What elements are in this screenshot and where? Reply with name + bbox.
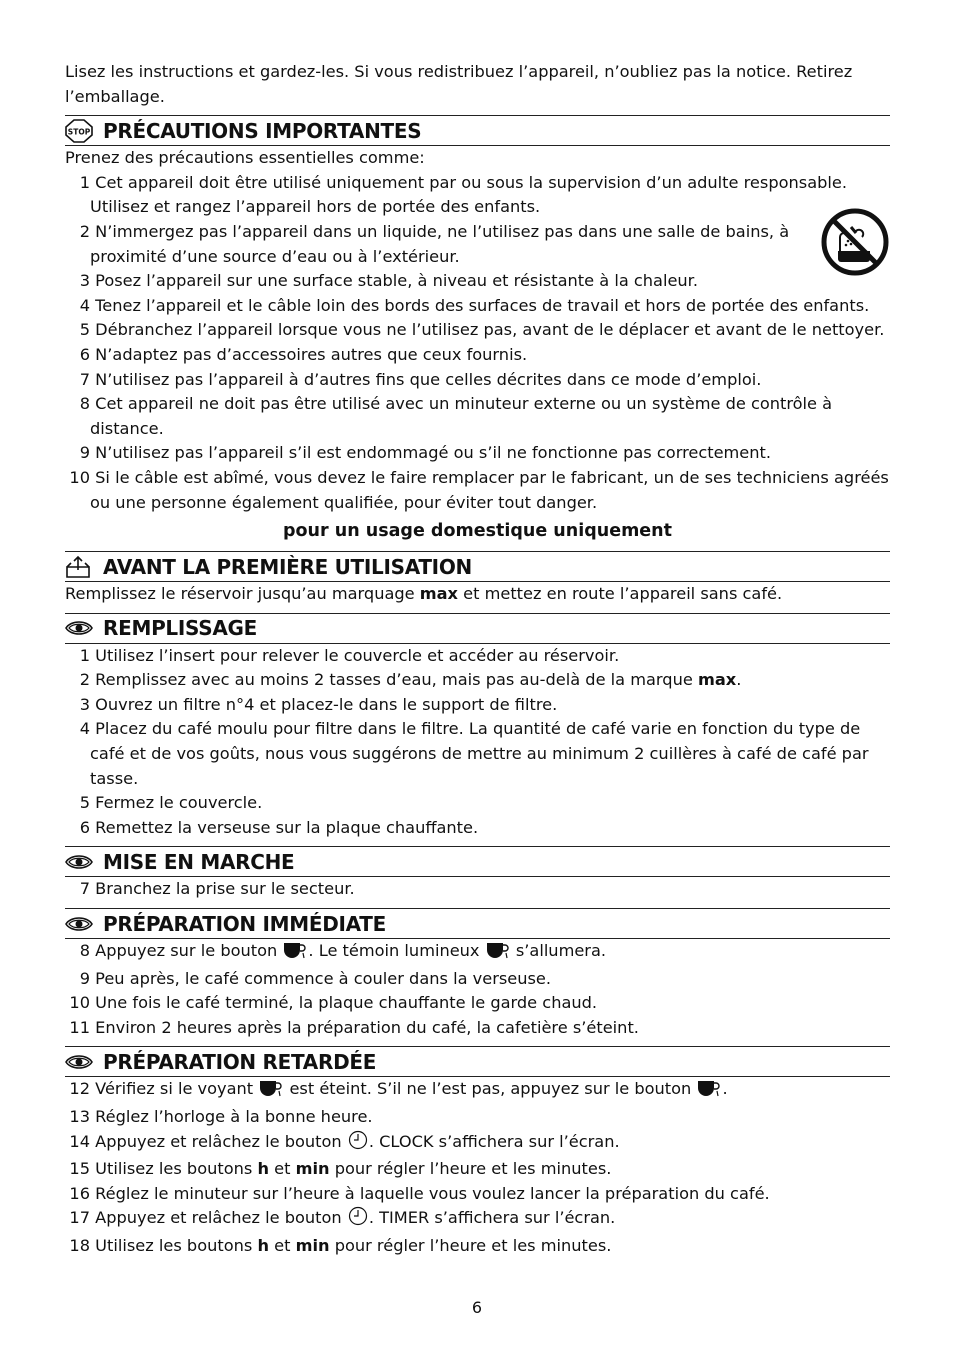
list-item: 13 Réglez l’horloge à la bonne heure. bbox=[69, 1107, 373, 1126]
list-item: 7 N’utilisez pas l’appareil à d’autres fins que celles décrites dans ce mode d’emploi. bbox=[79, 369, 762, 389]
list-item: 1 Cet appareil doit être utilisé uniquement par ou sous la supervision d’un adulte responsable. Utilisez et rangez l’appareil hors de portée des enfants. bbox=[79, 172, 847, 217]
list-item: 4 Placez du café moulu pour filtre dans le filtre. La quantité de café varie en fonction du type de café et de vos goûts, nous vous suggérons de mettre au minimum 2 cuillères à café de café par tasse. bbox=[79, 719, 869, 788]
filling-list bbox=[65, 644, 890, 841]
list-item: 12 Vérifiez si le voyant est éteint. S’il ne l’est pas, appuyez sur le bouton . bbox=[65, 1077, 890, 1105]
list-item: 3 Ouvrez un filtre n°4 et placez-le dans le support de filtre. bbox=[79, 694, 558, 714]
eye-icon bbox=[65, 912, 93, 936]
unpack-box-icon bbox=[65, 555, 93, 579]
immediate-list bbox=[65, 939, 890, 1040]
stop-sign-label: STOP bbox=[67, 127, 91, 137]
coffee-cup-icon bbox=[486, 941, 510, 967]
list-item: 8 Appuyez sur le bouton . Le témoin lumineux s’allumera. bbox=[65, 939, 890, 967]
precautions-lead: Prenez des précautions essentielles comme: bbox=[65, 148, 425, 168]
list-item: 4 Tenez l’appareil et le câble loin des bords des surfaces de travail et hors de portée des enfants. bbox=[79, 295, 870, 315]
list-item: 6 N’adaptez pas d’accessoires autres que ceux fournis. bbox=[79, 344, 528, 364]
eye-icon bbox=[65, 1050, 93, 1074]
list-item: 16 Réglez le minuteur sur l’heure à laquelle vous voulez lancer la préparation du café. bbox=[69, 1183, 770, 1203]
page-number: 6 bbox=[471, 1298, 483, 1317]
delayed-list bbox=[65, 1077, 890, 1258]
list-item: 9 N’utilisez pas l’appareil s’il est endommagé ou s’il ne fonctionne pas correctement. bbox=[79, 443, 772, 463]
list-item: 18 Utilisez les boutons h et min pour régler l’heure et les minutes. bbox=[69, 1235, 612, 1255]
clock-icon bbox=[348, 1206, 368, 1234]
list-item: 5 Débranchez l’appareil lorsque vous ne l’utilisez pas, avant de le déplacer et avant de le nettoyer. bbox=[79, 320, 885, 340]
precautions-list bbox=[65, 171, 890, 515]
section-header-immediate bbox=[65, 908, 890, 939]
list-item: 2 Remplissez avec au moins 2 tasses d’eau, mais pas au-delà de la marque max. bbox=[79, 670, 742, 690]
section-title-start: MISE EN MARCHE bbox=[103, 849, 295, 874]
page-content bbox=[65, 60, 890, 1259]
list-item: 6 Remettez la verseuse sur la plaque chauffante. bbox=[79, 817, 479, 837]
list-item: 7 Branchez la prise sur le secteur. bbox=[79, 879, 355, 899]
section-title-first-use: AVANT LA PREMIÈRE UTILISATION bbox=[103, 554, 472, 579]
eye-icon bbox=[65, 850, 93, 874]
section-header-start bbox=[65, 846, 890, 877]
section-title-precautions: PRÉCAUTIONS IMPORTANTES bbox=[103, 118, 422, 143]
section-header-first-use bbox=[65, 551, 890, 582]
list-item: 14 Appuyez et relâchez le bouton . CLOCK s’affichera sur l’écran. bbox=[65, 1130, 890, 1158]
list-item: 5 Fermez le couvercle. bbox=[79, 793, 263, 813]
domestic-use-note: pour un usage domestique uniquement bbox=[283, 521, 672, 542]
section-header-delayed bbox=[65, 1046, 890, 1077]
start-list bbox=[65, 877, 890, 902]
clock-icon bbox=[348, 1130, 368, 1158]
section-title-delayed: PRÉPARATION RETARDÉE bbox=[103, 1049, 377, 1074]
list-item: 8 Cet appareil ne doit pas être utilisé avec un minuteur externe ou un système de contrôle à distance. bbox=[79, 394, 833, 438]
list-item: 10 Une fois le café terminé, la plaque chauffante le garde chaud. bbox=[69, 993, 598, 1013]
coffee-cup-icon bbox=[259, 1079, 283, 1105]
list-item: 1 Utilisez l’insert pour relever le couvercle et accéder au réservoir. bbox=[79, 645, 620, 665]
coffee-cup-icon bbox=[283, 941, 307, 967]
list-item: 9 Peu après, le café commence à couler dans la verseuse. bbox=[79, 968, 552, 988]
first-use-text: Remplissez le réservoir jusqu’au marquage max et mettez en route l’appareil sans café. bbox=[65, 584, 783, 604]
intro-text: Lisez les instructions et gardez-les. Si vous redistribuez l’appareil, n’oubliez pas la notice. Retirez l’emballage. bbox=[65, 62, 853, 106]
section-header-filling bbox=[65, 613, 890, 644]
stop-sign-icon bbox=[65, 119, 93, 143]
section-title-filling: REMPLISSAGE bbox=[103, 616, 257, 641]
coffee-cup-icon bbox=[697, 1079, 721, 1105]
list-item: 17 Appuyez et relâchez le bouton . TIMER s’affichera sur l’écran. bbox=[65, 1206, 890, 1234]
list-item: 15 Utilisez les boutons h et min pour régler l’heure et les minutes. bbox=[69, 1159, 612, 1179]
section-title-immediate: PRÉPARATION IMMÉDIATE bbox=[103, 911, 387, 936]
list-item: 11 Environ 2 heures après la préparation du café, la cafetière s’éteint. bbox=[69, 1017, 639, 1037]
list-item: 10 Si le câble est abîmé, vous devez le faire remplacer par le fabricant, un de ses techniciens agréés ou une personne également qualifiée, pour éviter tout danger. bbox=[69, 467, 889, 512]
list-item: 3 Posez l’appareil sur une surface stable, à niveau et résistante à la chaleur. bbox=[79, 271, 698, 291]
section-header-precautions bbox=[65, 115, 890, 146]
eye-icon bbox=[65, 616, 93, 640]
no-bathroom-icon bbox=[820, 207, 890, 281]
list-item: 2 N’immergez pas l’appareil dans un liquide, ne l’utilisez pas dans une salle de bains, à proximité d’une source d’eau ou à l’extérieur. bbox=[79, 221, 790, 266]
